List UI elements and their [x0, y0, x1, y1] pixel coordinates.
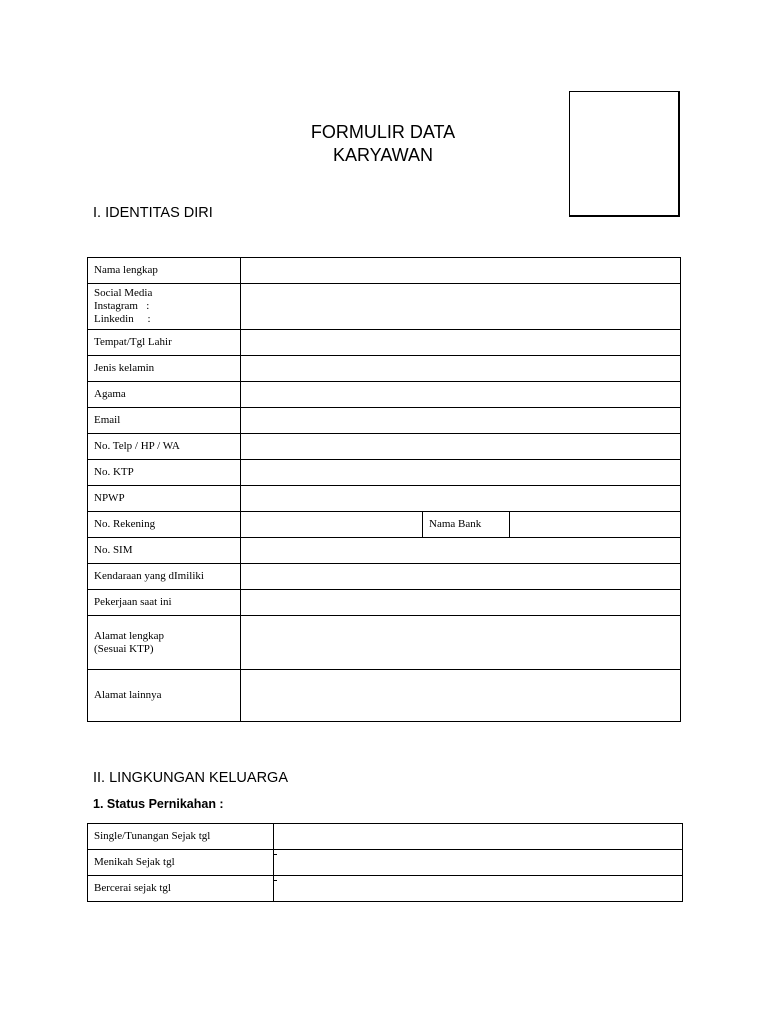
table-row	[88, 356, 681, 382]
section-heading-keluarga: II. LINGKUNGAN KELUARGA	[93, 770, 288, 786]
field-label-menikah: Menikah Sejak tgl	[88, 850, 274, 876]
field-input-tempat-tgl-lahir[interactable]	[241, 330, 681, 356]
table-row	[88, 616, 681, 670]
field-label-email: Email	[88, 408, 241, 434]
social-media-label: Social Media	[94, 287, 153, 299]
table-row	[88, 824, 683, 850]
instagram-label: Instagram :	[94, 300, 150, 312]
table-row	[88, 382, 681, 408]
table-row	[88, 564, 681, 590]
field-input-agama[interactable]	[241, 382, 681, 408]
field-input-telp[interactable]	[241, 434, 681, 460]
field-input-nama-bank[interactable]	[510, 512, 681, 538]
field-label-social-media	[88, 284, 241, 330]
field-label-npwp: NPWP	[88, 486, 241, 512]
field-label-tempat-tgl-lahir: Tempat/Tgl Lahir	[88, 330, 241, 356]
status-pernikahan-table	[87, 823, 683, 902]
field-label-alamat-lainnya: Alamat lainnya	[88, 670, 241, 722]
field-input-alamat-lainnya[interactable]	[241, 670, 681, 722]
table-row	[88, 408, 681, 434]
field-input-email[interactable]	[241, 408, 681, 434]
title-line-1: FORMULIR DATA	[310, 122, 456, 142]
photo-box	[569, 91, 680, 217]
table-row	[88, 538, 681, 564]
field-input-sim[interactable]	[241, 538, 681, 564]
field-label-telp: No. Telp / HP / WA	[88, 434, 241, 460]
field-input-social-media[interactable]	[241, 284, 681, 330]
table-row	[88, 512, 681, 538]
table-row	[88, 434, 681, 460]
field-label-jenis-kelamin: Jenis kelamin	[88, 356, 241, 382]
field-label-pekerjaan: Pekerjaan saat ini	[88, 590, 241, 616]
table-row	[88, 258, 681, 284]
identitas-table	[87, 257, 681, 722]
field-label-ktp: No. KTP	[88, 460, 241, 486]
table-row	[88, 850, 683, 876]
field-input-nama-lengkap[interactable]	[241, 258, 681, 284]
field-input-kendaraan[interactable]	[241, 564, 681, 590]
alamat-sesuai-label: (Sesuai KTP)	[94, 642, 154, 655]
table-row	[88, 670, 681, 722]
field-input-npwp[interactable]	[241, 486, 681, 512]
table-row	[88, 590, 681, 616]
field-label-kendaraan: Kendaraan yang dImiliki	[88, 564, 241, 590]
field-label-bercerai: Bercerai sejak tgl	[88, 876, 274, 902]
table-row	[88, 460, 681, 486]
alamat-lengkap-label: Alamat lengkap	[94, 629, 164, 642]
field-label-nama-bank: Nama Bank	[423, 512, 510, 538]
field-input-alamat-lengkap[interactable]	[241, 616, 681, 670]
field-label-nama-lengkap: Nama lengkap	[88, 258, 241, 284]
field-input-jenis-kelamin[interactable]	[241, 356, 681, 382]
field-label-rekening: No. Rekening	[88, 512, 241, 538]
field-input-pekerjaan[interactable]	[241, 590, 681, 616]
field-label-agama: Agama	[88, 382, 241, 408]
field-input-rekening[interactable]	[241, 512, 423, 538]
page-title	[230, 121, 536, 167]
field-input-menikah[interactable]	[274, 850, 683, 876]
field-label-single: Single/Tunangan Sejak tgl	[88, 824, 274, 850]
field-label-sim: No. SIM	[88, 538, 241, 564]
title-line-2: KARYAWAN	[332, 145, 434, 165]
table-row	[88, 330, 681, 356]
section-heading-identitas: I. IDENTITAS DIRI	[93, 205, 213, 221]
status-pernikahan-heading: 1. Status Pernikahan :	[93, 797, 224, 811]
field-input-ktp[interactable]	[241, 460, 681, 486]
field-input-bercerai[interactable]	[274, 876, 683, 902]
table-row	[88, 486, 681, 512]
field-input-single[interactable]	[274, 824, 683, 850]
linkedin-label: Linkedin :	[94, 313, 151, 325]
table-row	[88, 284, 681, 330]
table-row	[88, 876, 683, 902]
field-label-alamat-lengkap	[88, 616, 241, 670]
